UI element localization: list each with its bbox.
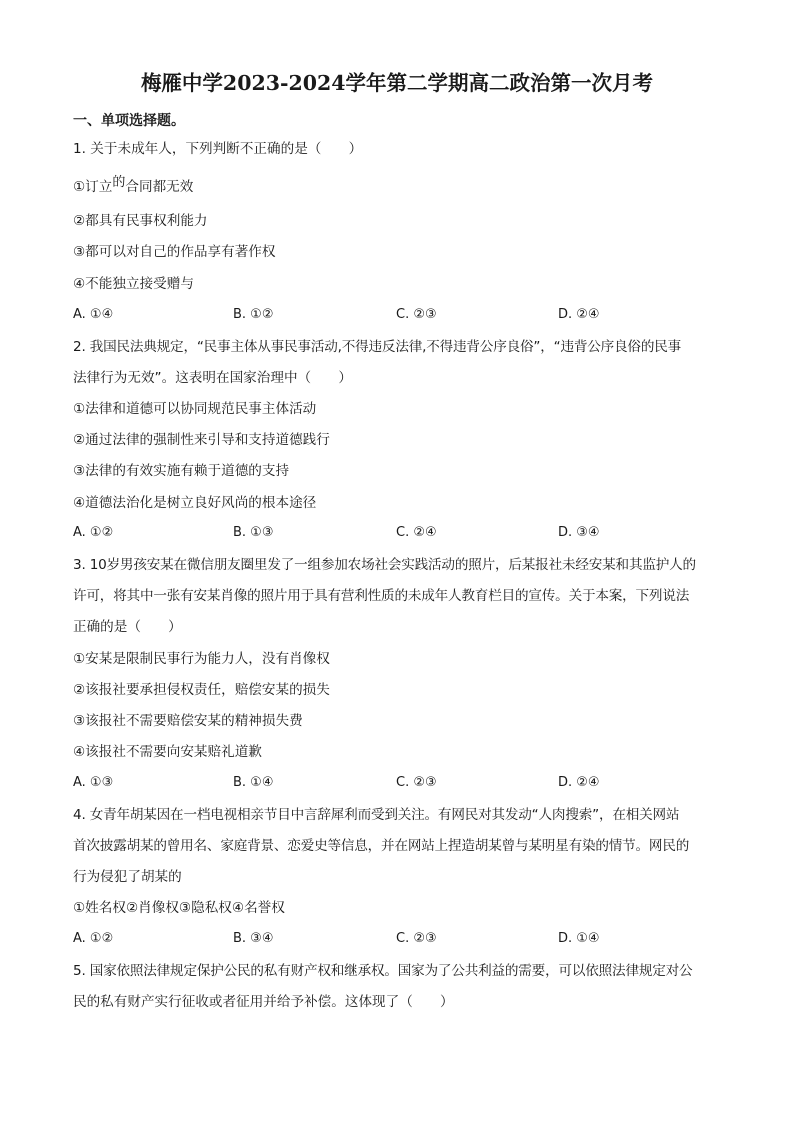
question-4-option-c: C. ②③ bbox=[396, 931, 437, 946]
question-3-stem-line-1: 3. 10岁男孩安某在微信朋友圈里发了一组参加农场社会实践活动的照片，后某报社未经安某和其监护人的 bbox=[73, 557, 696, 573]
question-3-item-3: ③该报社不需要赔偿安某的精神损失费 bbox=[73, 713, 303, 729]
item-superscript: 的 bbox=[112, 175, 126, 190]
exam-title: 梅雁中学2023-2024学年第二学期高二政治第一次月考 bbox=[140, 71, 654, 95]
question-2-item-4: ④道德法治化是树立良好风尚的根本途径 bbox=[73, 495, 317, 511]
question-1-item-1 bbox=[73, 175, 194, 197]
question-1-option-d: D. ②④ bbox=[558, 307, 600, 322]
question-2-item-3: ③法律的有效实施有赖于道德的支持 bbox=[73, 463, 290, 479]
question-3-stem-line-2: 许可，将其中一张有安某肖像的照片用于具有营利性质的未成年人教育栏目的宣传。关于本案，下列说法 bbox=[73, 588, 690, 604]
question-1-option-b: B. ①② bbox=[233, 307, 274, 322]
question-4-stem-line-3: 行为侵犯了胡某的 bbox=[73, 869, 182, 885]
question-5-stem-line-2: 民的私有财产实行征收或者征用并给予补偿。这体现了（ ） bbox=[73, 994, 454, 1010]
question-2-stem-line-1: 2. 我国民法典规定，“民事主体从事民事活动,不得违反法律,不得违背公序良俗”，“违背公序良俗的民事 bbox=[73, 339, 681, 355]
question-2-option-b: B. ①③ bbox=[233, 525, 274, 540]
question-1-item-3: ③都可以对自己的作品享有著作权 bbox=[73, 244, 276, 260]
question-3-option-b: B. ①④ bbox=[233, 775, 274, 790]
question-1-option-c: C. ②③ bbox=[396, 307, 437, 322]
question-3-item-4: ④该报社不需要向安某赔礼道歉 bbox=[73, 744, 262, 760]
question-4-item-1: ①姓名权②肖像权③隐私权④名誉权 bbox=[73, 900, 285, 916]
question-3-option-a: A. ①③ bbox=[73, 775, 114, 790]
question-3-stem-line-3: 正确的是（ ） bbox=[73, 619, 182, 635]
question-2-stem-line-2: 法律行为无效”。这表明在国家治理中（ ） bbox=[73, 370, 352, 386]
question-2-option-c: C. ②④ bbox=[396, 525, 437, 540]
question-4-option-a: A. ①② bbox=[73, 931, 114, 946]
question-2-option-d: D. ③④ bbox=[558, 525, 600, 540]
question-1-stem: 1. 关于未成年人，下列判断不正确的是（ ） bbox=[73, 141, 363, 157]
question-4-option-b: B. ③④ bbox=[233, 931, 274, 946]
question-4-stem-line-2: 首次披露胡某的曾用名、家庭背景、恋爱史等信息，并在网站上捏造胡某曾与某明星有染的情节。网民的 bbox=[73, 838, 690, 854]
question-4-stem-line-1: 4. 女青年胡某因在一档电视相亲节目中言辞犀利而受到关注。有网民对其发动“人肉搜索”，在相关网站 bbox=[73, 807, 680, 823]
question-2-item-1: ①法律和道德可以协同规范民事主体活动 bbox=[73, 401, 317, 417]
question-3-item-2: ②该报社要承担侵权责任，赔偿安某的损失 bbox=[73, 682, 330, 698]
question-3-option-c: C. ②③ bbox=[396, 775, 437, 790]
question-1-item-2: ②都具有民事权利能力 bbox=[73, 213, 208, 229]
question-1-option-a: A. ①④ bbox=[73, 307, 114, 322]
section-heading: 一、单项选择题。 bbox=[73, 113, 185, 129]
question-5-stem-line-1: 5. 国家依照法律规定保护公民的私有财产权和继承权。国家为了公共利益的需要，可以依照法律规定对公 bbox=[73, 963, 693, 979]
question-2-option-a: A. ①② bbox=[73, 525, 114, 540]
question-3-item-1: ①安某是限制民事行为能力人，没有肖像权 bbox=[73, 651, 330, 667]
item-text: ①订立 bbox=[73, 179, 113, 195]
question-4-option-d: D. ①④ bbox=[558, 931, 600, 946]
question-2-item-2: ②通过法律的强制性来引导和支持道德践行 bbox=[73, 432, 330, 448]
question-1-item-4: ④不能独立接受赠与 bbox=[73, 276, 194, 292]
item-text: 合同都无效 bbox=[125, 179, 194, 195]
question-3-option-d: D. ②④ bbox=[558, 775, 600, 790]
